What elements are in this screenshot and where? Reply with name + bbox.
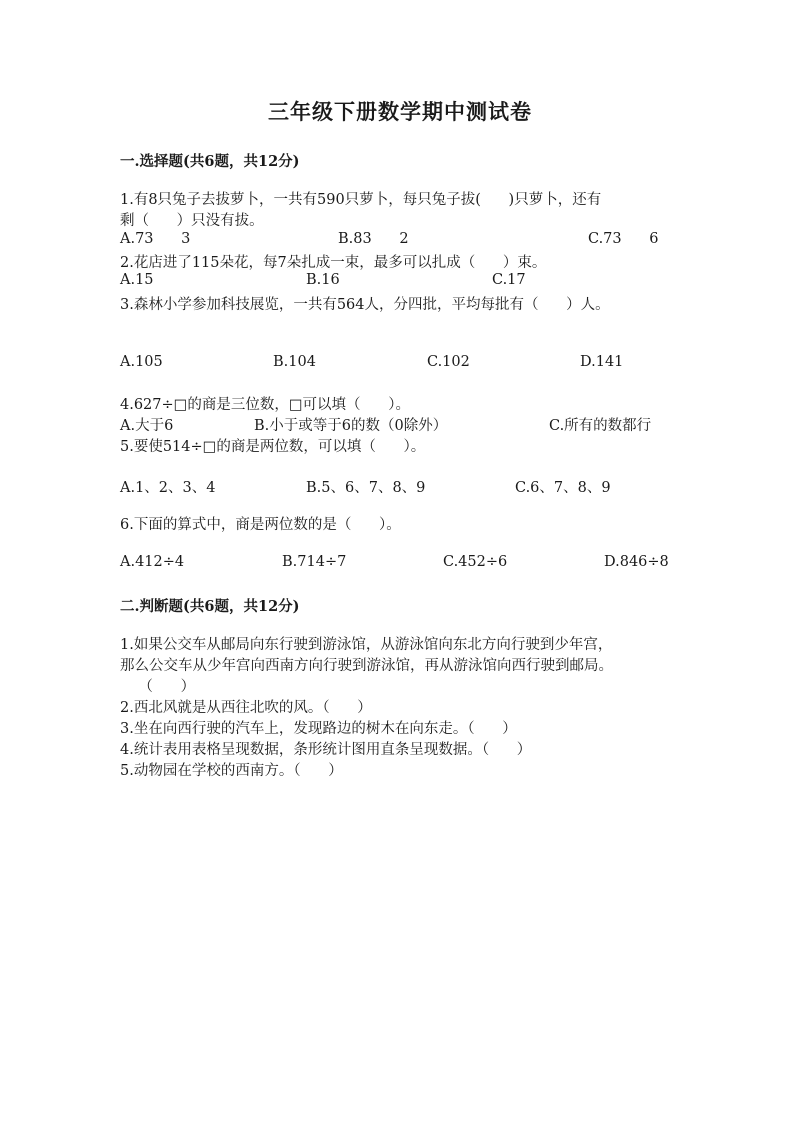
question-5-option-a: A.1、2、3、4: [120, 480, 216, 496]
question-4-option-c: C.所有的数都行: [549, 418, 652, 434]
page-title: 三年级下册数学期中测试卷: [268, 99, 532, 124]
judgement-item-2: 2.西北风就是从西往北吹的风。（ ）: [120, 700, 372, 716]
question-6-option-a: A.412÷4: [120, 554, 185, 570]
question-3-option-c: C.102: [427, 354, 470, 370]
question-3-option-b: B.104: [273, 354, 316, 370]
question-6-text: 6.下面的算式中，商是两位数的是（ ）。: [120, 517, 401, 533]
question-6-option-b: B.714÷7: [282, 554, 347, 570]
question-5-text: 5.要使514÷□的商是两位数，可以填（ ）。: [120, 439, 426, 455]
question-1-line-2: 剩（ ）只没有拔。: [120, 213, 264, 229]
question-6-option-d: D.846÷8: [604, 554, 669, 570]
question-2-option-c: C.17: [492, 272, 526, 288]
question-4-option-b: B.小于或等于6的数（0除外）: [254, 418, 448, 434]
question-5-option-b: B.5、6、7、8、9: [306, 480, 426, 496]
question-3-option-a: A.105: [120, 354, 163, 370]
question-1-line-1: 1.有8只兔子去拔萝卜，一共有590只萝卜，每只兔子拔( )只萝卜，还有: [120, 192, 602, 208]
judgement-item-5: 5.动物园在学校的西南方。（ ）: [120, 763, 343, 779]
question-2-text: 2.花店进了115朵花，每7朵扎成一束，最多可以扎成（ ）束。: [120, 255, 547, 271]
question-1-option-a: A.73 3: [120, 231, 191, 247]
judgement-item-4: 4.统计表用表格呈现数据，条形统计图用直条呈现数据。（ ）: [120, 742, 532, 758]
question-1-option-b: B.83 2: [338, 231, 409, 247]
question-3-option-d: D.141: [580, 354, 624, 370]
judgement-item-1-line-1: 1.如果公交车从邮局向东行驶到游泳馆，从游泳馆向东北方向行驶到少年宫，: [120, 637, 613, 653]
question-2-option-b: B.16: [306, 272, 340, 288]
question-3-text: 3.森林小学参加科技展览，一共有564人，分四批，平均每批有（ ）人。: [120, 297, 610, 313]
section-heading-judgement: 二.判断题(共6题，共12分): [120, 598, 300, 615]
question-2-option-a: A.15: [120, 272, 154, 288]
judgement-item-1-line-2: 那么公交车从少年宫向西南方向行驶到游泳馆，再从游泳馆向西行驶到邮局。: [120, 658, 613, 674]
question-6-option-c: C.452÷6: [443, 554, 508, 570]
question-5-option-c: C.6、7、8、9: [515, 480, 611, 496]
judgement-item-3: 3.坐在向西行驶的汽车上，发现路边的树木在向东走。（ ）: [120, 721, 517, 737]
judgement-item-1-line-3: （ ）: [120, 679, 196, 695]
question-1-option-c: C.73 6: [588, 231, 659, 247]
section-heading-choice: 一.选择题(共6题，共12分): [120, 153, 300, 170]
question-4-option-a: A.大于6: [120, 418, 174, 434]
question-4-text: 4.627÷□的商是三位数，□可以填（ ）。: [120, 397, 410, 413]
